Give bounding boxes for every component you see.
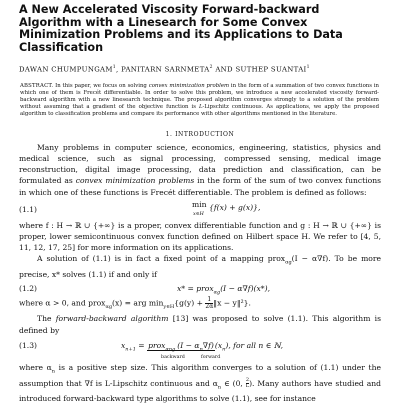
paragraph (19, 362, 381, 405)
fraction-numerator: 2 (245, 377, 249, 384)
paragraph (19, 253, 381, 280)
math-text: (x (214, 340, 223, 350)
equation-number: (1.2) (19, 284, 38, 294)
math-text: x* = prox (177, 284, 214, 294)
math-expression: {f(x) + g(x)}, (209, 202, 261, 212)
author-name: SUTHEP SUANTAI (235, 65, 307, 74)
author-separator: , (116, 65, 122, 74)
math-subscript: αg (285, 259, 292, 266)
math-text: α (165, 346, 169, 353)
math-subscript: n (217, 384, 222, 391)
author-name: DAWAN CHUMPUNGAM (19, 65, 113, 74)
abstract-text: in the form of a summation of two convex functions in which one of them is Frecét differentiable. In order to solve this problem, we introduce a new accelerated viscosity forward-backward algorithm with a new linesearch technique. The proposed algorithm converges strongly to a solution of the problem without assuming that a gradient of the objective function is (20, 82, 381, 111)
fraction-numerator: 1 (205, 297, 213, 304)
math-text: ∇f) (202, 340, 214, 350)
backward-operator (147, 341, 176, 351)
math-text: (I − α (177, 340, 200, 350)
math-text: x (121, 340, 126, 350)
math-text: g (172, 346, 176, 353)
math-text: prox (148, 340, 166, 350)
paragraph-emphasis: forward-backward algorithm (55, 314, 169, 324)
abstract-emphasis: convex minimization problem (148, 82, 230, 89)
equation-1-2 (19, 280, 381, 297)
math-text: (I − α∇f)(x*), (220, 284, 270, 294)
affiliation-mark: 2 (209, 65, 213, 71)
paper-title: A New Accelerated Viscosity Forward-backward Algorithm with a Linesearch for Some Convex Minimization Problems and its Applications to Data Classification (19, 3, 343, 54)
paragraph-text: where f : H → ℝ ∪ {+∞} is a proper, convex differentiable function and g : H → ℝ ∪ {+∞} is proper, lower semicontinuous convex function defined on Hilbert space H. We refer to [4, 5, 11, 12, 17, 25] for more information on its applications. (19, 220, 381, 253)
fraction-denominator: 2α (205, 303, 214, 311)
math-subscript: n+1 (125, 346, 136, 353)
affiliation-mark: 1 (306, 65, 310, 71)
math-min: min (192, 199, 207, 209)
paragraph-text: (I − α∇f). To be more precise, x* solves (1.1) if and only if (19, 254, 381, 280)
math-subscript: αg (105, 304, 113, 311)
body-text (19, 142, 384, 405)
equation-1-1 (19, 198, 381, 220)
paragraph-text: Many problems in computer science, economics, engineering, statistics, physics and medical science, such as signal processing, compressed sensing, medical image reconstruction, digital image processing, data prediction and classification, can be formulated as (19, 142, 384, 186)
math-subscript: n (51, 368, 56, 375)
math-text: = (135, 340, 148, 350)
equation-number: (1.3) (19, 340, 38, 350)
paragraph-emphasis: convex minimization problems (75, 176, 195, 186)
math-subscript: n (222, 346, 226, 353)
paragraph-text: in the form of the sum of two convex functions in which one of these functions is Frecét differentiable. The problem is defined as follows: (19, 176, 381, 197)
paragraph-text: [13] was proposed to solve (1.1). This algorithm is defined by (19, 314, 381, 335)
forward-operator (176, 341, 215, 351)
fraction-denominator: L (245, 383, 250, 390)
paragraph-text: ‖x − y‖²}. (213, 298, 251, 308)
paragraph-text: where α > 0, and prox (19, 298, 106, 308)
author-separator: AND (212, 65, 236, 74)
paragraph (19, 313, 381, 335)
underbrace-label-forward: forward (201, 354, 221, 360)
paragraph (19, 220, 381, 254)
math-expression (177, 283, 270, 299)
paragraph-text: A solution of (1.1) is in fact a fixed point of a mapping prox (37, 254, 286, 264)
paragraph-text: ∈ (0, (221, 378, 246, 388)
abstract (19, 83, 381, 119)
paragraph-text: The (37, 314, 56, 324)
underbrace-label-backward: backward (161, 354, 185, 360)
paragraph-text: {g(y) + (174, 298, 206, 308)
math-subscript: n (199, 346, 203, 353)
section-heading: 1. INTRODUCTION (165, 130, 235, 138)
affiliation-mark: 1 (112, 65, 117, 71)
math-subscript: x∈H (193, 210, 204, 217)
paragraph-text: (x) = arg min (112, 298, 164, 308)
paragraph-text: ). Many authors have studied and introduced forward-backward type algorithms to solve (1.1), see for instance (19, 378, 382, 404)
author-list (19, 65, 381, 73)
math-text: n (168, 346, 173, 353)
abstract-symbol: L (198, 104, 203, 111)
paragraph-text: where α (19, 362, 52, 372)
equation-1-3 (19, 336, 381, 362)
paragraph (19, 142, 384, 198)
abstract-text: In this paper, we focus on solving (53, 82, 149, 89)
equation-number: (1.1) (19, 204, 38, 214)
abstract-text: -Lipschitz continuous. As applications, we apply the proposed algorithm to classification problems and compare its performance with other algorithms mentioned in the literature. (20, 104, 379, 118)
math-subscript: y∈H (163, 304, 175, 311)
abstract-label: ABSTRACT. (20, 82, 54, 89)
paragraph (19, 297, 381, 313)
math-subscript: αg (213, 289, 221, 296)
math-text: ), for all n ∈ ℕ, (225, 340, 284, 350)
author-name: PANITARN SARNMETA (121, 65, 210, 74)
paragraph-text: is a positive step size. This algorithm converges to a solution of (1.1) under the assumption that ∇f is L-Lipschitz continuous and α (19, 362, 381, 388)
